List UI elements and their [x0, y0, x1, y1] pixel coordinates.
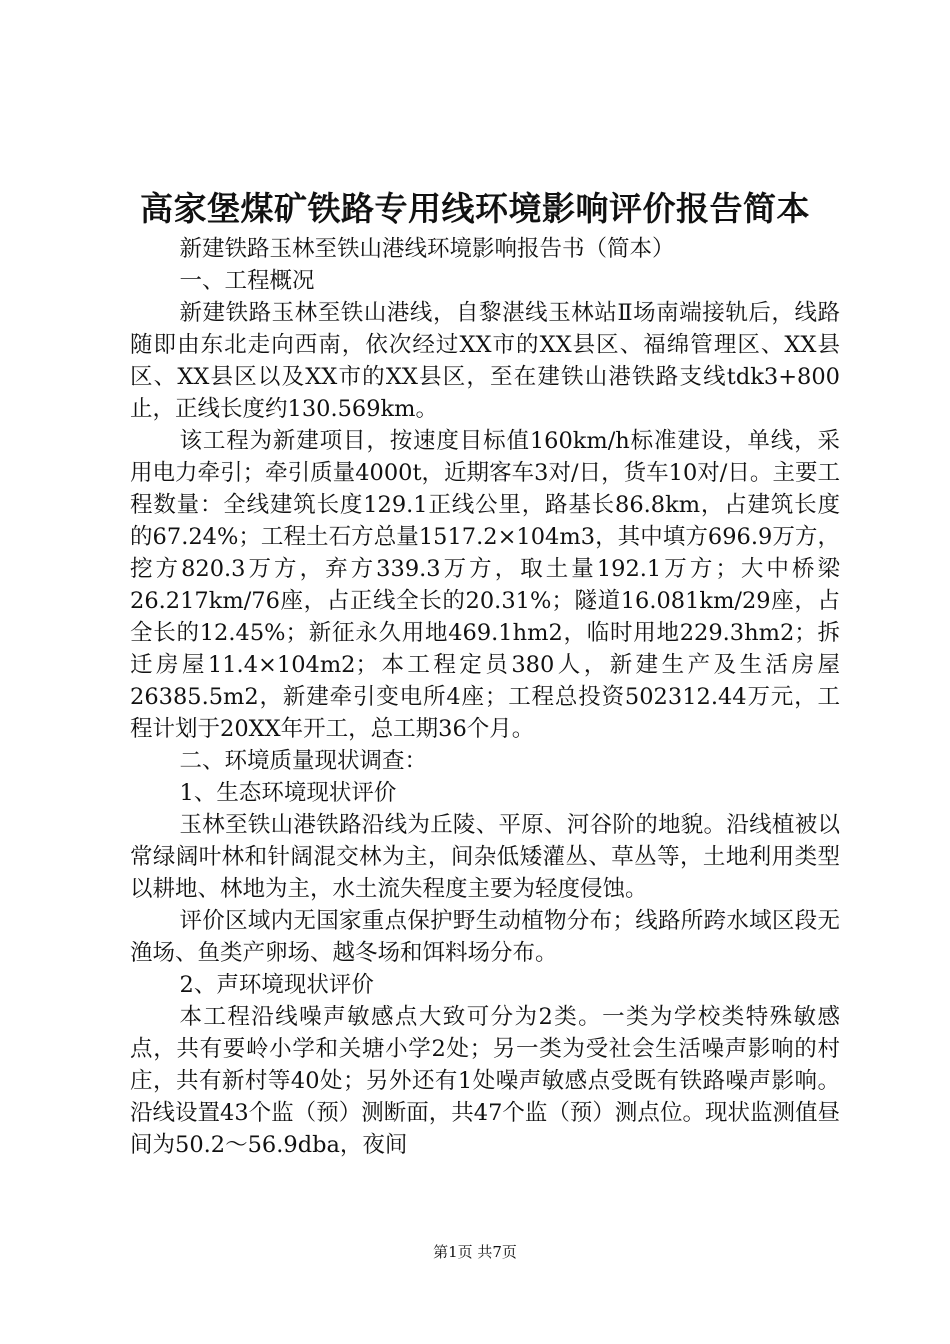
document-title: 高家堡煤矿铁路专用线环境影响评价报告简本: [140, 189, 810, 228]
paragraph-project-scale: 该工程为新建项目，按速度目标值160km/h标准建设，单线，采用电力牵引；牵引质量4000t，近期客车3对/日，货车10对/日。主要工程数量：全线建筑长度129.1正线公里，路基长86.8km，占建筑长度的67.24%；工程土石方总量1517.2×104m3，其中填方696.9万方，挖方820.3万方，弃方339.3万方，取土量192.1万方；大中桥梁26.217km/76座，占正线全长的20.31%；隧道16.081km/29座，占全长的12.45%；新征永久用地469.1hm2，临时用地229.3hm2；拆迁房屋11.4×104m2；本工程定员380人，新建生产及生活房屋26385.5m2，新建牵引变电所4座；工程总投资502312.44万元，工程计划于20XX年开工，总工期36个月。: [130, 428, 840, 742]
heading-acoustic-evaluation: 2、声环境现状评价: [179, 972, 374, 998]
heading-environment-survey: 二、环境质量现状调查：: [179, 748, 428, 774]
document-body: [130, 233, 840, 1161]
paragraph-subtitle: 新建铁路玉林至铁山港线环境影响报告书（简本）: [179, 236, 675, 262]
paragraph-route-description: 新建铁路玉林至铁山港线，自黎湛线玉林站Ⅱ场南端接轨后，线路随即由东北走向西南，依次经过XX市的XX县区、福绵管理区、XX县区、XX县区以及XX市的XX县区，至在建铁山港铁路支线tdk3+800止，正线长度约130.569km。: [130, 300, 840, 422]
paragraph-ecology-protection: 评价区域内无国家重点保护野生动植物分布；线路所跨水域区段无渔场、鱼类产卵场、越冬场和饵料场分布。: [130, 908, 840, 966]
paragraph-noise-sensitive-points: 本工程沿线噪声敏感点大致可分为2类。一类为学校类特殊敏感点，共有要岭小学和关塘小学2处；另一类为受社会生活噪声影响的村庄，共有新村等40处；另外还有1处噪声敏感点受既有铁路噪声影响。沿线设置43个监（预）测断面，共47个监（预）测点位。现状监测值昼间为50.2～56.9dba，夜间: [130, 1004, 840, 1158]
heading-project-overview: 一、工程概况: [179, 268, 315, 294]
paragraph-ecology-landform: 玉林至铁山港铁路沿线为丘陵、平原、河谷阶的地貌。沿线植被以常绿阔叶林和针阔混交林为主，间杂低矮灌丛、草丛等，土地利用类型以耕地、林地为主，水土流失程度主要为轻度侵蚀。: [130, 812, 840, 902]
heading-ecological-evaluation: 1、生态环境现状评价: [179, 780, 397, 806]
page-number-footer: 第1页 共7页: [433, 1243, 517, 1261]
